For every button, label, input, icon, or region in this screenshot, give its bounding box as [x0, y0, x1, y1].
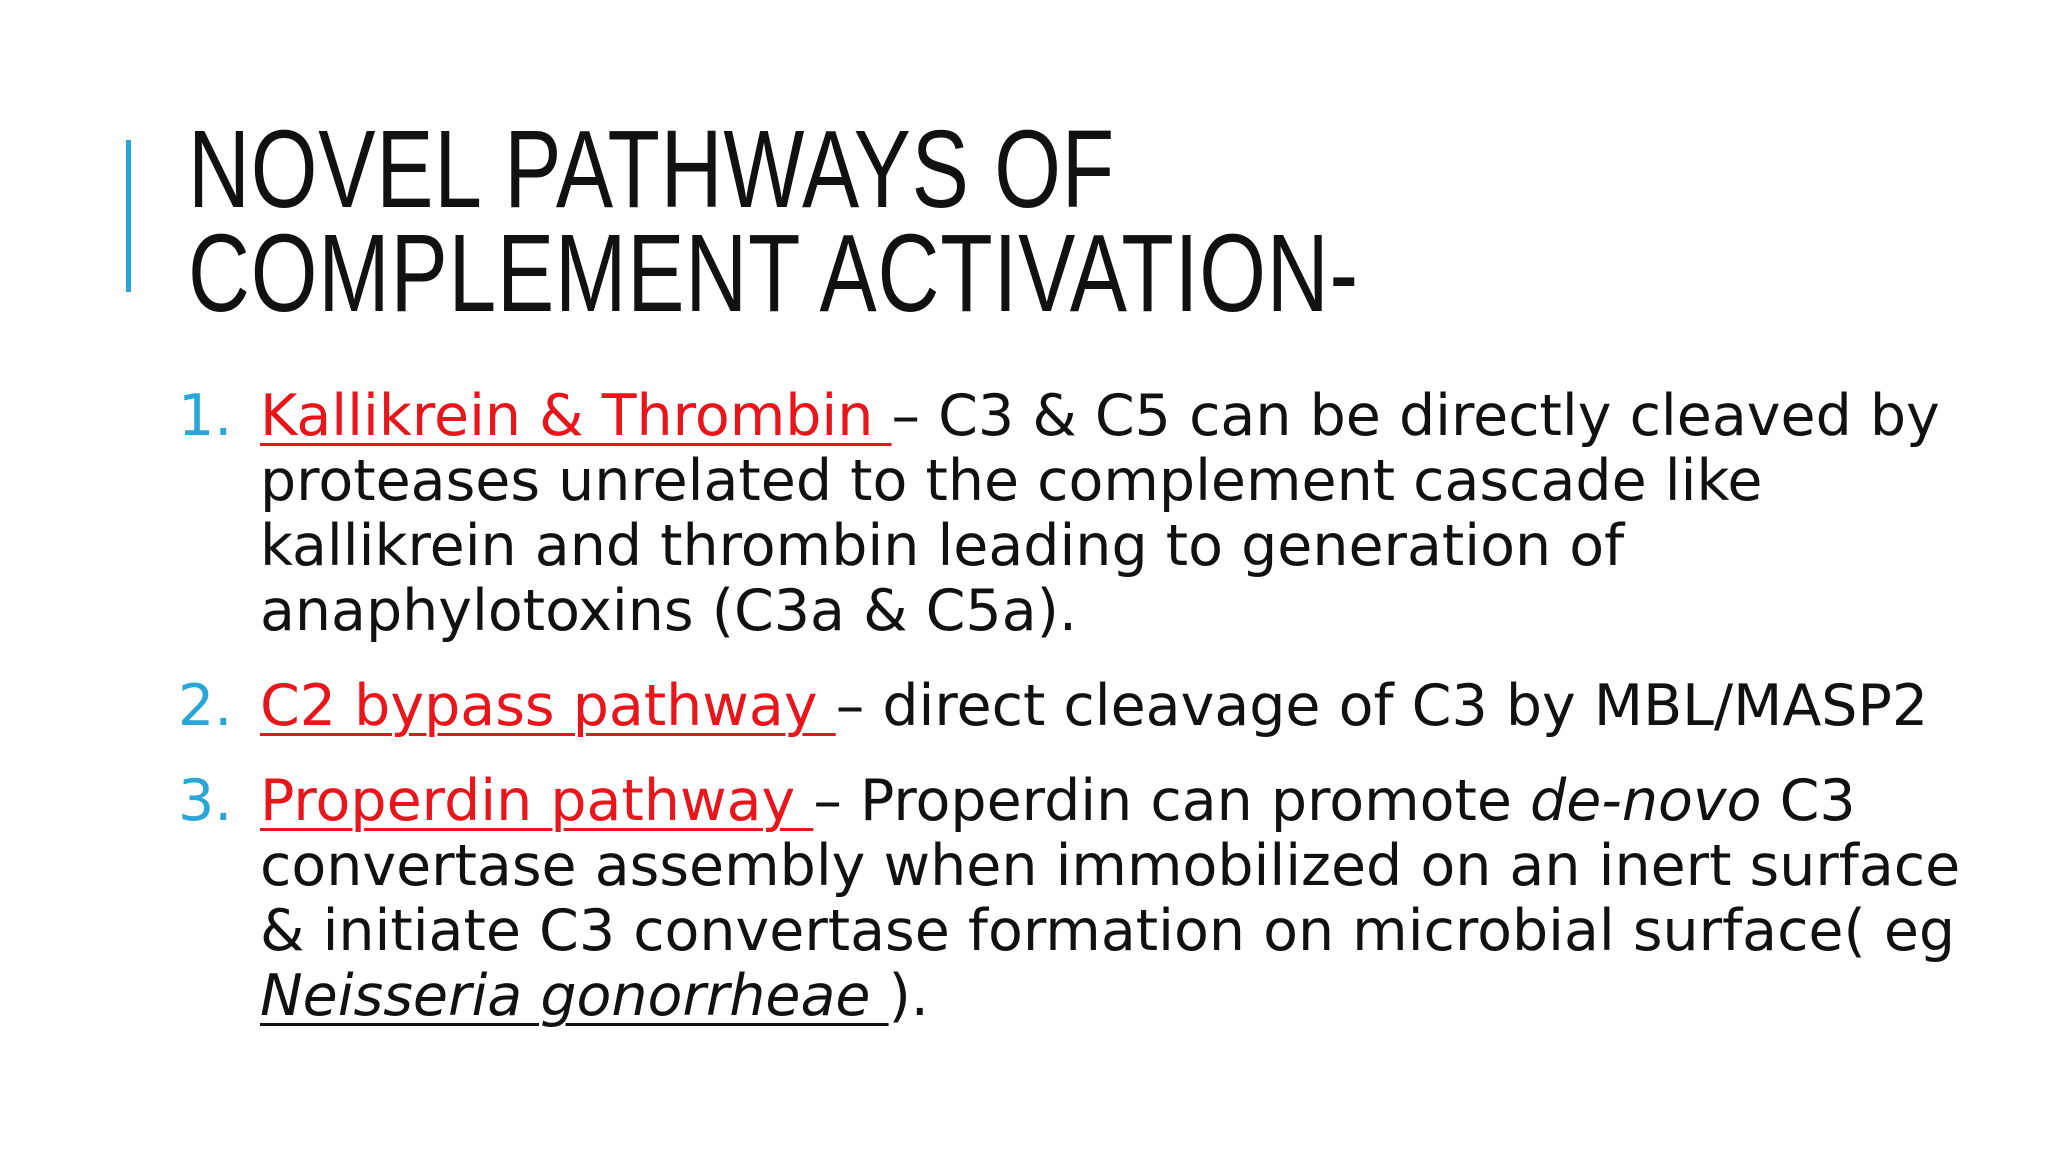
item-term: Properdin pathway	[260, 768, 814, 834]
item-italic-de-novo: de-novo	[1530, 768, 1762, 834]
item-number: 2.	[178, 673, 233, 739]
item-term: Kallikrein & Thrombin	[260, 383, 892, 449]
pathway-list	[178, 384, 2018, 1059]
item-text-after: ).	[888, 963, 929, 1029]
title-line-2: COMPLEMENT ACTIVATION-	[188, 212, 1359, 335]
item-number: 3.	[178, 768, 233, 834]
list-item-c2-bypass	[178, 674, 2018, 739]
item-text-before: – Properdin can promote	[813, 768, 1531, 834]
item-number: 1.	[178, 383, 233, 449]
item-text: – C3 & C5 can be directly cleaved by proteases unrelated to the complement cascade like kallikrein and thrombin leading to generation of anaphylotoxins (C3a & C5a).	[260, 383, 1940, 644]
title-accent-bar	[126, 140, 131, 292]
item-text: – direct cleavage of C3 by MBL/MASP2	[835, 673, 1929, 739]
item-text-middle: C3 convertase assembly when immobilized on an inert surface & initiate C3 convertase formation on microbial surface( eg	[260, 768, 1961, 964]
title-line-1: NOVEL PATHWAYS OF	[188, 108, 1115, 231]
list-item-properdin	[178, 769, 2018, 1029]
slide-title	[188, 108, 1359, 335]
item-term: C2 bypass pathway	[260, 673, 836, 739]
list-item-kallikrein-thrombin	[178, 384, 2018, 644]
item-organism-name: Neisseria gonorrheae	[260, 963, 889, 1029]
